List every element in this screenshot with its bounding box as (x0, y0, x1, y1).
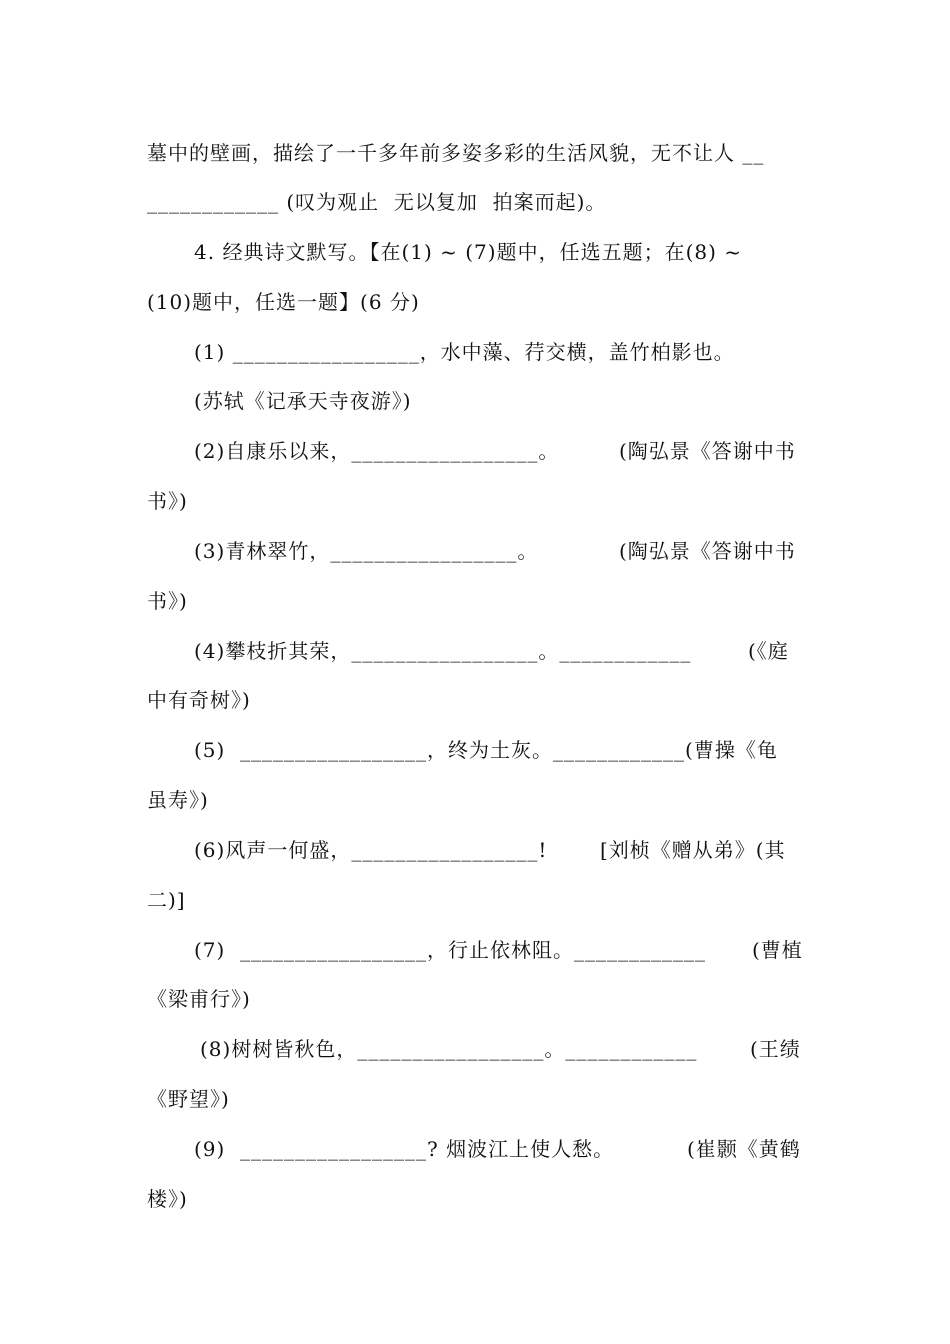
item-2-source: (陶弘景《答谢中书 (619, 439, 796, 463)
item-1-source: (苏轼《记承天寺夜游》) (194, 389, 412, 413)
item-7: (7) _________________，行止依林阻。____________ (194, 938, 707, 962)
item-5-source-cont: 虽寿》) (147, 788, 209, 812)
item-3-source: (陶弘景《答谢中书 (619, 539, 796, 563)
text-line: ____________ (叹为观止 无以复加 拍案而起)。 (147, 190, 607, 214)
item-8-source-cont: 《野望》) (147, 1087, 230, 1111)
question-heading: 4. 经典诗文默写。【在(1) ~ (7)题中，任选五题；在(8) ~ (194, 240, 743, 264)
item-3-source-cont: 书》) (147, 589, 188, 613)
item-9-source-cont: 楼》) (147, 1187, 188, 1211)
item-2: (2)自康乐以来，_________________。 (194, 439, 560, 463)
item-9-source: (崔颢《黄鹤 (687, 1137, 801, 1161)
item-7-source-cont: 《梁甫行》) (147, 987, 251, 1011)
question-heading: (10)题中，任选一题】(6 分) (147, 290, 420, 314)
item-4: (4)攀枝折其荣，_________________。____________ (194, 639, 692, 663)
item-8: (8)树树皆秋色，_________________。____________ (200, 1037, 698, 1061)
text-line: 墓中的壁画，描绘了一千多年前多姿多彩的生活风貌，无不让人 __ (147, 141, 765, 165)
item-6: (6)风声一何盛，_________________! (194, 838, 548, 862)
item-6-source: [刘桢《赠从弟》(其 (600, 838, 786, 862)
item-2-source-cont: 书》) (147, 489, 188, 513)
item-3: (3)青林翠竹，_________________。 (194, 539, 539, 563)
item-4-source-cont: 中有奇树》) (147, 688, 251, 712)
item-7-source: (曹植 (752, 938, 803, 962)
item-1: (1) _________________，水中藻、荇交横，盖竹柏影也。 (194, 340, 735, 364)
item-5: (5) _________________，终为土灰。____________(曹操《龟 (194, 738, 778, 762)
item-9: (9) _________________? 烟波江上使人愁。 (194, 1137, 615, 1161)
item-8-source: (王绩 (750, 1037, 801, 1061)
item-4-source: (《庭 (748, 639, 789, 663)
item-6-source-cont: 二)] (147, 888, 186, 912)
